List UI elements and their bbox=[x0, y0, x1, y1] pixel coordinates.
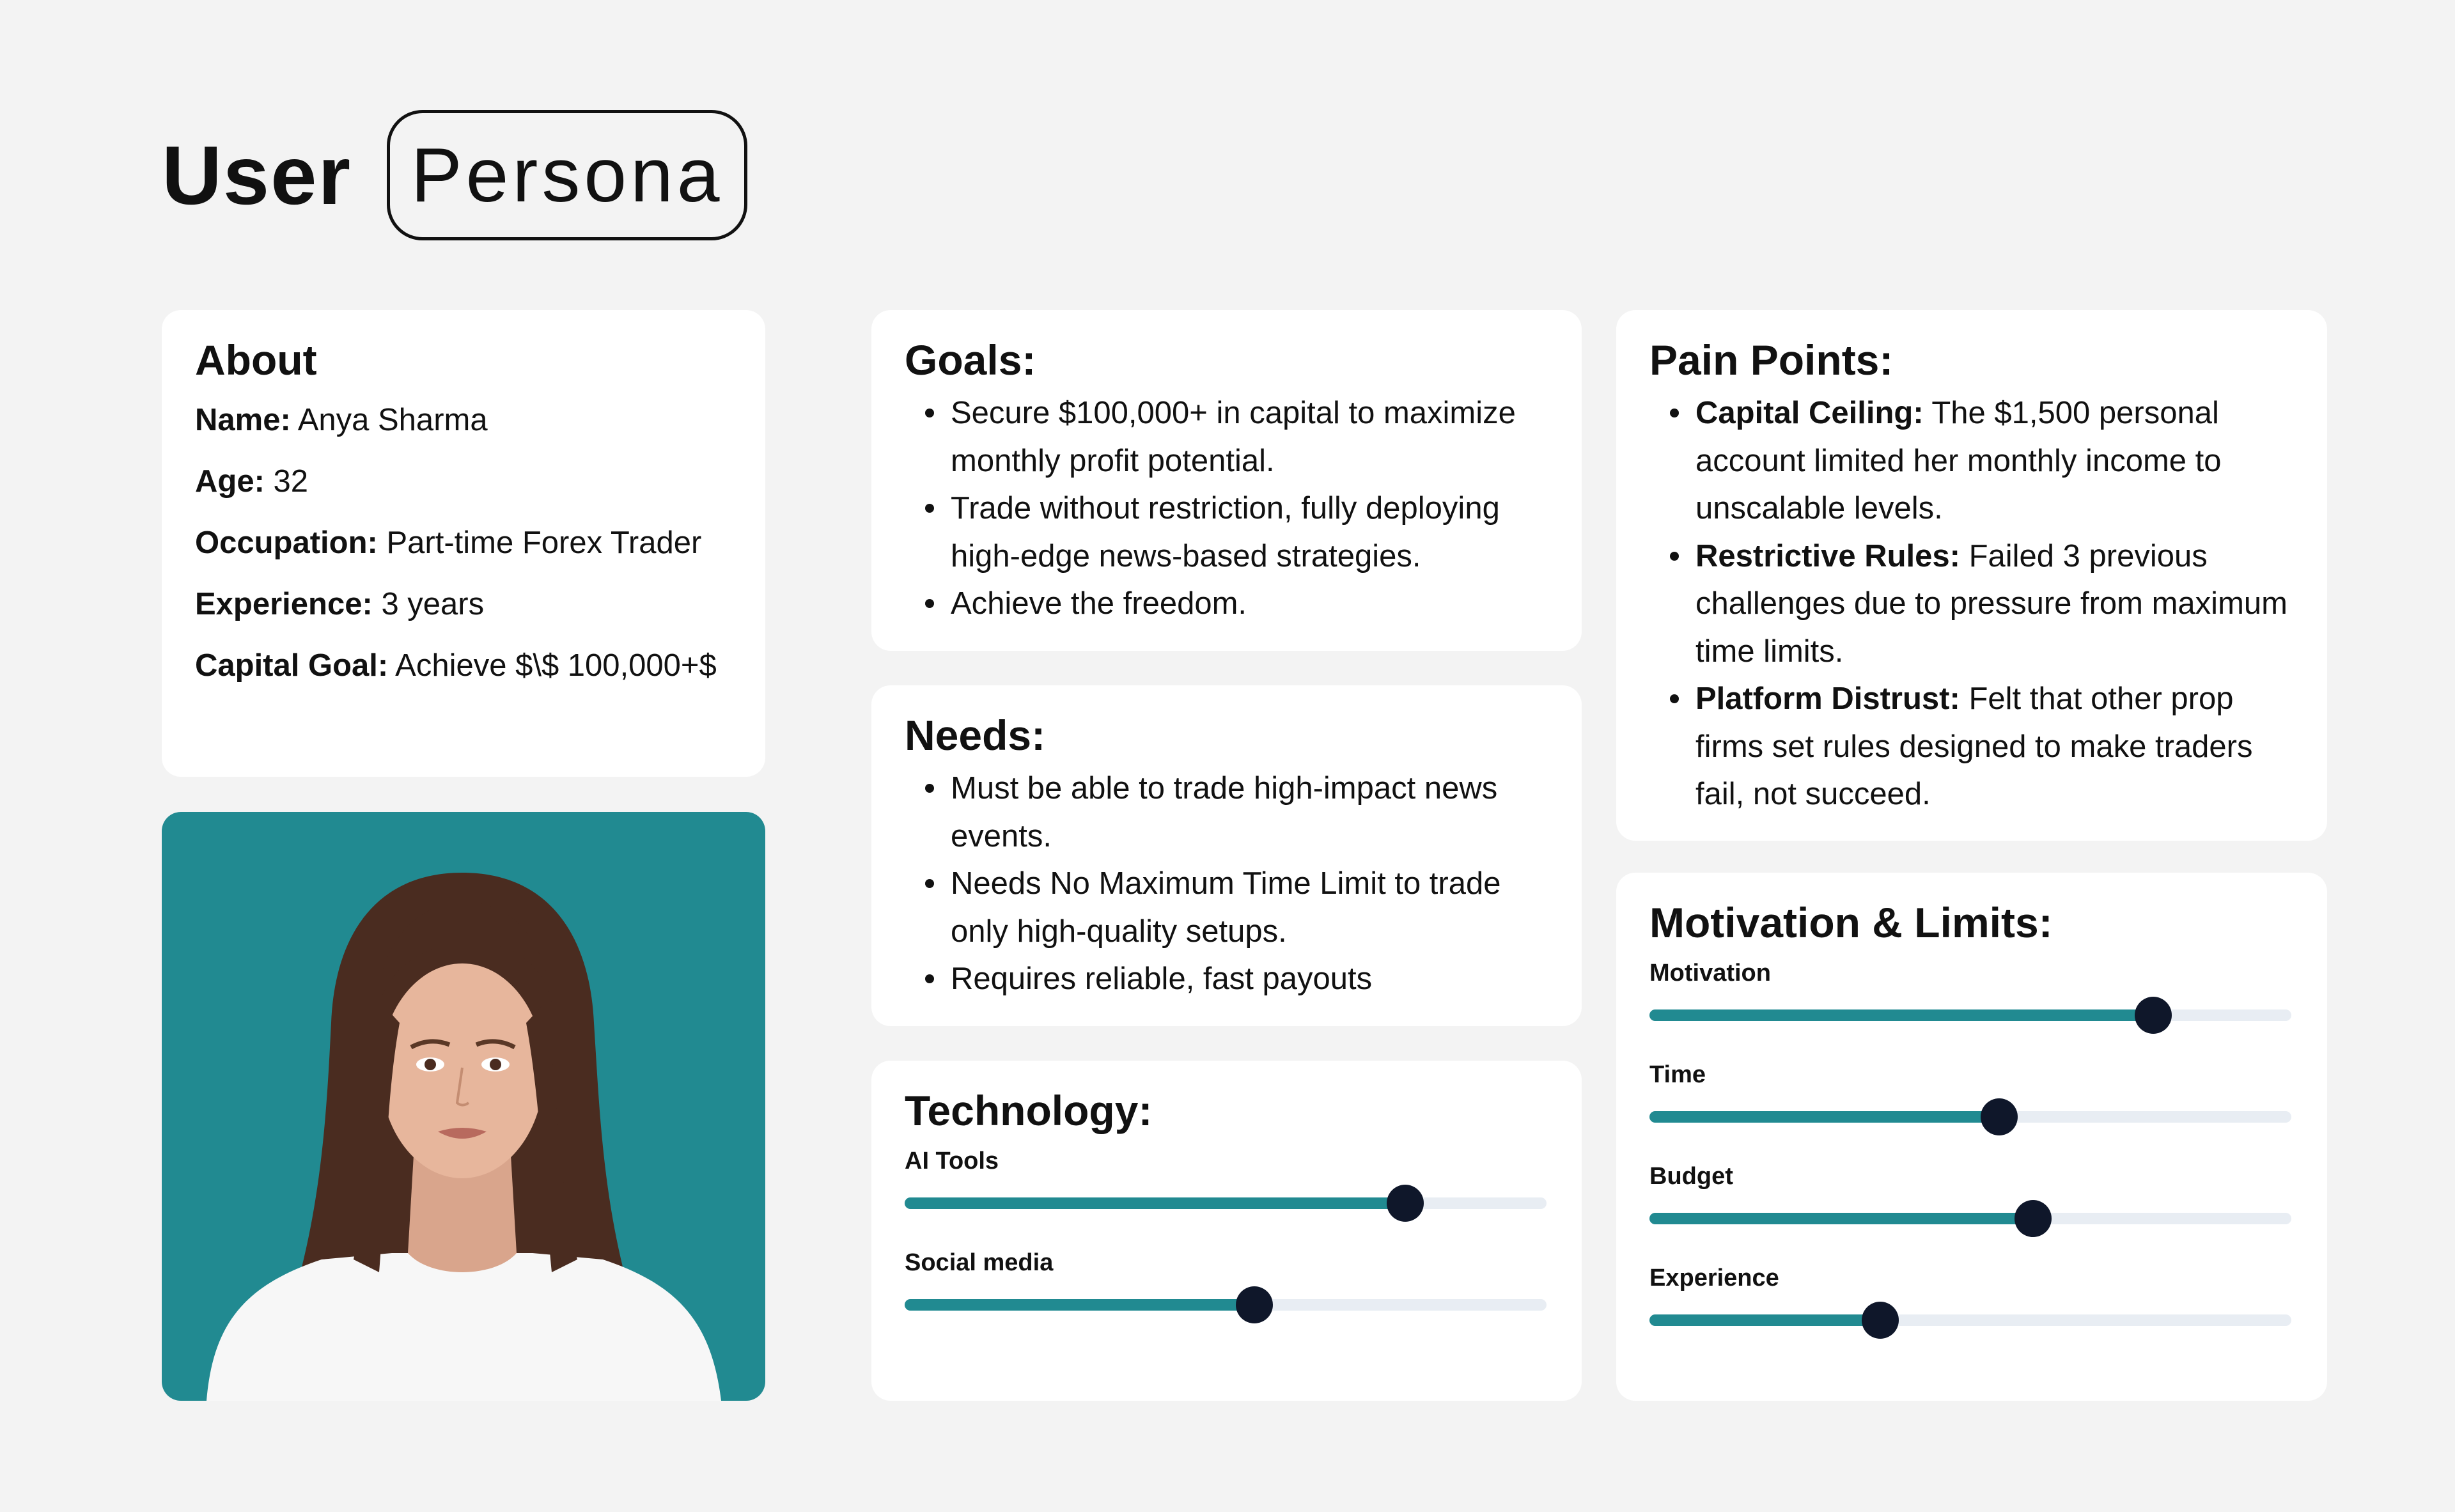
slider-knob[interactable] bbox=[2015, 1200, 2052, 1237]
slider-experience[interactable] bbox=[1649, 1314, 2291, 1326]
need-item: Requires reliable, fast payouts bbox=[905, 955, 1548, 1003]
about-card bbox=[162, 310, 765, 777]
slider-knob[interactable] bbox=[1981, 1098, 2018, 1135]
pain-points-card bbox=[1616, 310, 2327, 841]
slider-label-social-media: Social media bbox=[905, 1249, 1054, 1276]
pain-point-label: Capital Ceiling: bbox=[1695, 396, 1924, 430]
goals-heading: Goals: bbox=[905, 336, 1036, 384]
about-experience-label: Experience: bbox=[195, 587, 373, 621]
title-pill: Persona bbox=[387, 110, 747, 240]
need-item: Needs No Maximum Time Limit to trade only high-quality setups. bbox=[905, 860, 1548, 955]
about-age-value: 32 bbox=[273, 464, 309, 499]
slider-time[interactable] bbox=[1649, 1111, 2291, 1123]
slider-motivation[interactable] bbox=[1649, 1009, 2291, 1021]
goal-item: Trade without restriction, fully deploying high-edge news-based strategies. bbox=[905, 485, 1548, 580]
about-occupation-value: Part-time Forex Trader bbox=[386, 526, 702, 560]
pain-point-text: Felt that other prop firms set rules designed to make traders fail, not succeed. bbox=[1695, 682, 2253, 811]
goals-list bbox=[905, 389, 1548, 628]
slider-knob[interactable] bbox=[1236, 1286, 1273, 1323]
slider-fill bbox=[1649, 1314, 1880, 1326]
about-occupation-label: Occupation: bbox=[195, 526, 378, 560]
persona-photo bbox=[162, 812, 765, 1401]
pain-point-item bbox=[1649, 533, 2294, 676]
slider-fill bbox=[905, 1299, 1254, 1311]
about-heading: About bbox=[195, 336, 317, 384]
needs-heading: Needs: bbox=[905, 712, 1046, 759]
slider-label-motivation: Motivation bbox=[1649, 960, 1771, 986]
slider-fill bbox=[905, 1197, 1405, 1209]
slider-knob[interactable] bbox=[1862, 1302, 1899, 1339]
goal-item: Secure $100,000+ in capital to maximize monthly profit potential. bbox=[905, 389, 1548, 485]
motivation-card bbox=[1616, 873, 2327, 1401]
needs-card bbox=[871, 685, 1582, 1026]
pain-point-label: Platform Distrust: bbox=[1695, 682, 1960, 716]
pain-point-item bbox=[1649, 675, 2294, 818]
page-title bbox=[162, 107, 747, 243]
about-experience-value: 3 years bbox=[381, 587, 485, 621]
about-experience bbox=[195, 573, 732, 635]
slider-label-experience: Experience bbox=[1649, 1265, 1779, 1291]
pain-point-label: Restrictive Rules: bbox=[1695, 538, 1960, 573]
pain-point-text: The $1,500 personal account limited her monthly income to unscalable levels. bbox=[1695, 396, 2222, 526]
slider-label-budget: Budget bbox=[1649, 1163, 1733, 1190]
slider-social-media[interactable] bbox=[905, 1299, 1547, 1311]
about-rows bbox=[195, 389, 732, 696]
about-name-value: Anya Sharma bbox=[297, 403, 488, 437]
slider-fill bbox=[1649, 1213, 2033, 1224]
goal-item: Achieve the freedom. bbox=[905, 580, 1548, 628]
goals-card bbox=[871, 310, 1582, 651]
title-word: User bbox=[162, 129, 352, 222]
slider-budget[interactable] bbox=[1649, 1213, 2291, 1224]
pain-point-text: Failed 3 previous challenges due to pressure from maximum time limits. bbox=[1695, 538, 2287, 669]
about-capital-goal-label: Capital Goal: bbox=[195, 648, 389, 683]
pain-points-list bbox=[1649, 389, 2294, 818]
about-name-label: Name: bbox=[195, 403, 291, 437]
slider-knob[interactable] bbox=[1387, 1185, 1424, 1222]
slider-fill bbox=[1649, 1111, 1999, 1123]
about-age bbox=[195, 451, 732, 512]
slider-fill bbox=[1649, 1009, 2153, 1021]
about-occupation bbox=[195, 512, 732, 573]
technology-heading: Technology: bbox=[905, 1087, 1153, 1134]
about-capital-goal-value: Achieve $\$ 100,000+$ bbox=[395, 648, 717, 683]
about-name bbox=[195, 389, 732, 451]
slider-label-ai-tools: AI Tools bbox=[905, 1148, 999, 1174]
pain-points-heading: Pain Points: bbox=[1649, 336, 1894, 384]
about-capital-goal bbox=[195, 635, 732, 696]
technology-card bbox=[871, 1061, 1582, 1401]
slider-knob[interactable] bbox=[2135, 997, 2172, 1034]
slider-ai-tools[interactable] bbox=[905, 1197, 1547, 1209]
need-item: Must be able to trade high-impact news events. bbox=[905, 765, 1548, 860]
needs-list bbox=[905, 765, 1548, 1003]
pain-point-item bbox=[1649, 389, 2294, 533]
persona-portrait-illustration bbox=[162, 812, 765, 1401]
motivation-heading: Motivation & Limits: bbox=[1649, 899, 2053, 946]
about-age-label: Age: bbox=[195, 464, 265, 499]
slider-label-time: Time bbox=[1649, 1061, 1706, 1088]
